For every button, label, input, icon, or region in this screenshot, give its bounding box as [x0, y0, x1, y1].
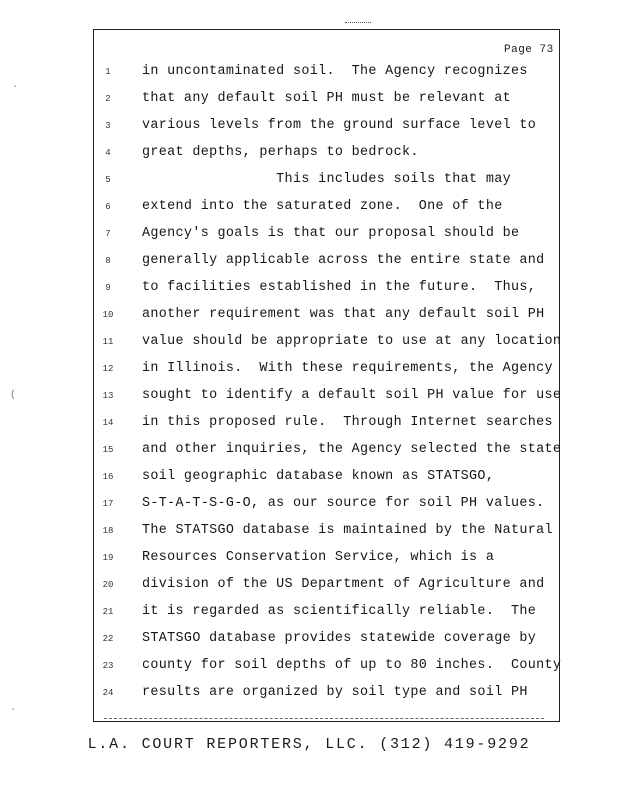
line-number: 15: [102, 445, 114, 455]
line-text: it is regarded as scientifically reliable. The: [142, 604, 537, 619]
line-text: in Illinois. With these requirements, the Agency: [142, 361, 553, 376]
transcript-line: [0, 91, 618, 111]
line-number: 23: [102, 661, 114, 671]
line-number: 3: [105, 121, 111, 131]
transcript-line: [0, 631, 618, 651]
line-text: The STATSGO database is maintained by the Natural: [142, 523, 553, 538]
transcript-line: [0, 118, 618, 138]
transcript-line: [0, 442, 618, 462]
transcript-line: [0, 388, 618, 408]
transcript-line: [0, 685, 618, 705]
line-text: another requirement was that any default soil PH: [142, 307, 545, 322]
line-text: great depths, perhaps to bedrock.: [142, 145, 419, 160]
line-number: 19: [102, 553, 114, 563]
transcript-line: [0, 496, 618, 516]
scan-artifact-mark: (: [10, 390, 17, 401]
line-number: 14: [102, 418, 114, 428]
line-number: 2: [105, 94, 111, 104]
transcript-line: [0, 307, 618, 327]
line-text: and other inquiries, the Agency selected the state: [142, 442, 562, 457]
line-text: in uncontaminated soil. The Agency recognizes: [142, 64, 528, 79]
line-number: 20: [102, 580, 114, 590]
transcript-line: [0, 550, 618, 570]
line-number: 22: [102, 634, 114, 644]
line-text: value should be appropriate to use at any location: [142, 334, 562, 349]
line-number: 6: [105, 202, 111, 212]
transcript-line: [0, 199, 618, 219]
line-text: This includes soils that may: [142, 172, 511, 187]
transcript-line: [0, 415, 618, 435]
transcript-line: [0, 172, 618, 192]
transcript-line: [0, 469, 618, 489]
line-number: 16: [102, 472, 114, 482]
line-number: 9: [105, 283, 111, 293]
line-text: Resources Conservation Service, which is a: [142, 550, 495, 565]
line-text: S-T-A-T-S-G-O, as our source for soil PH values.: [142, 496, 545, 511]
line-number: 11: [102, 337, 114, 347]
scan-artifact-mark: ·: [10, 705, 17, 716]
line-number: 24: [102, 688, 114, 698]
line-text: results are organized by soil type and soil PH: [142, 685, 528, 700]
transcript-line: [0, 226, 618, 246]
transcript-line: [0, 280, 618, 300]
line-number: 5: [105, 175, 111, 185]
transcript-line: [0, 334, 618, 354]
transcript-line: [0, 64, 618, 84]
line-number: 17: [102, 499, 114, 509]
court-reporter-footer: L.A. COURT REPORTERS, LLC. (312) 419-9292: [87, 736, 531, 753]
transcript-line: [0, 604, 618, 624]
transcript-line: [0, 253, 618, 273]
page-bottom-rule: [104, 718, 544, 719]
line-number: 12: [102, 364, 114, 374]
line-text: to facilities established in the future. Thus,: [142, 280, 537, 295]
page-number: Page 73: [504, 44, 554, 56]
transcript-line: [0, 658, 618, 678]
line-text: sought to identify a default soil PH value for use: [142, 388, 562, 403]
line-number: 21: [102, 607, 114, 617]
line-text: that any default soil PH must be relevant at: [142, 91, 511, 106]
line-text: generally applicable across the entire state and: [142, 253, 545, 268]
line-text: in this proposed rule. Through Internet searches: [142, 415, 553, 430]
line-number: 13: [102, 391, 114, 401]
line-number: 18: [102, 526, 114, 536]
line-text: division of the US Department of Agriculture and: [142, 577, 545, 592]
line-text: Agency's goals is that our proposal should be: [142, 226, 520, 241]
scan-top-mark: [345, 22, 371, 26]
line-text: soil geographic database known as STATSGO,: [142, 469, 495, 484]
transcript-line: [0, 523, 618, 543]
line-text: extend into the saturated zone. One of the: [142, 199, 503, 214]
line-number: 10: [102, 310, 114, 320]
transcript-line: [0, 361, 618, 381]
line-text: STATSGO database provides statewide coverage by: [142, 631, 537, 646]
transcript-line: [0, 145, 618, 165]
line-text: county for soil depths of up to 80 inches. County: [142, 658, 562, 673]
line-number: 4: [105, 148, 111, 158]
line-number: 7: [105, 229, 111, 239]
line-number: 1: [105, 67, 111, 77]
scan-artifact-mark: ·: [12, 82, 19, 93]
transcript-line: [0, 577, 618, 597]
line-number: 8: [105, 256, 111, 266]
line-text: various levels from the ground surface level to: [142, 118, 537, 133]
